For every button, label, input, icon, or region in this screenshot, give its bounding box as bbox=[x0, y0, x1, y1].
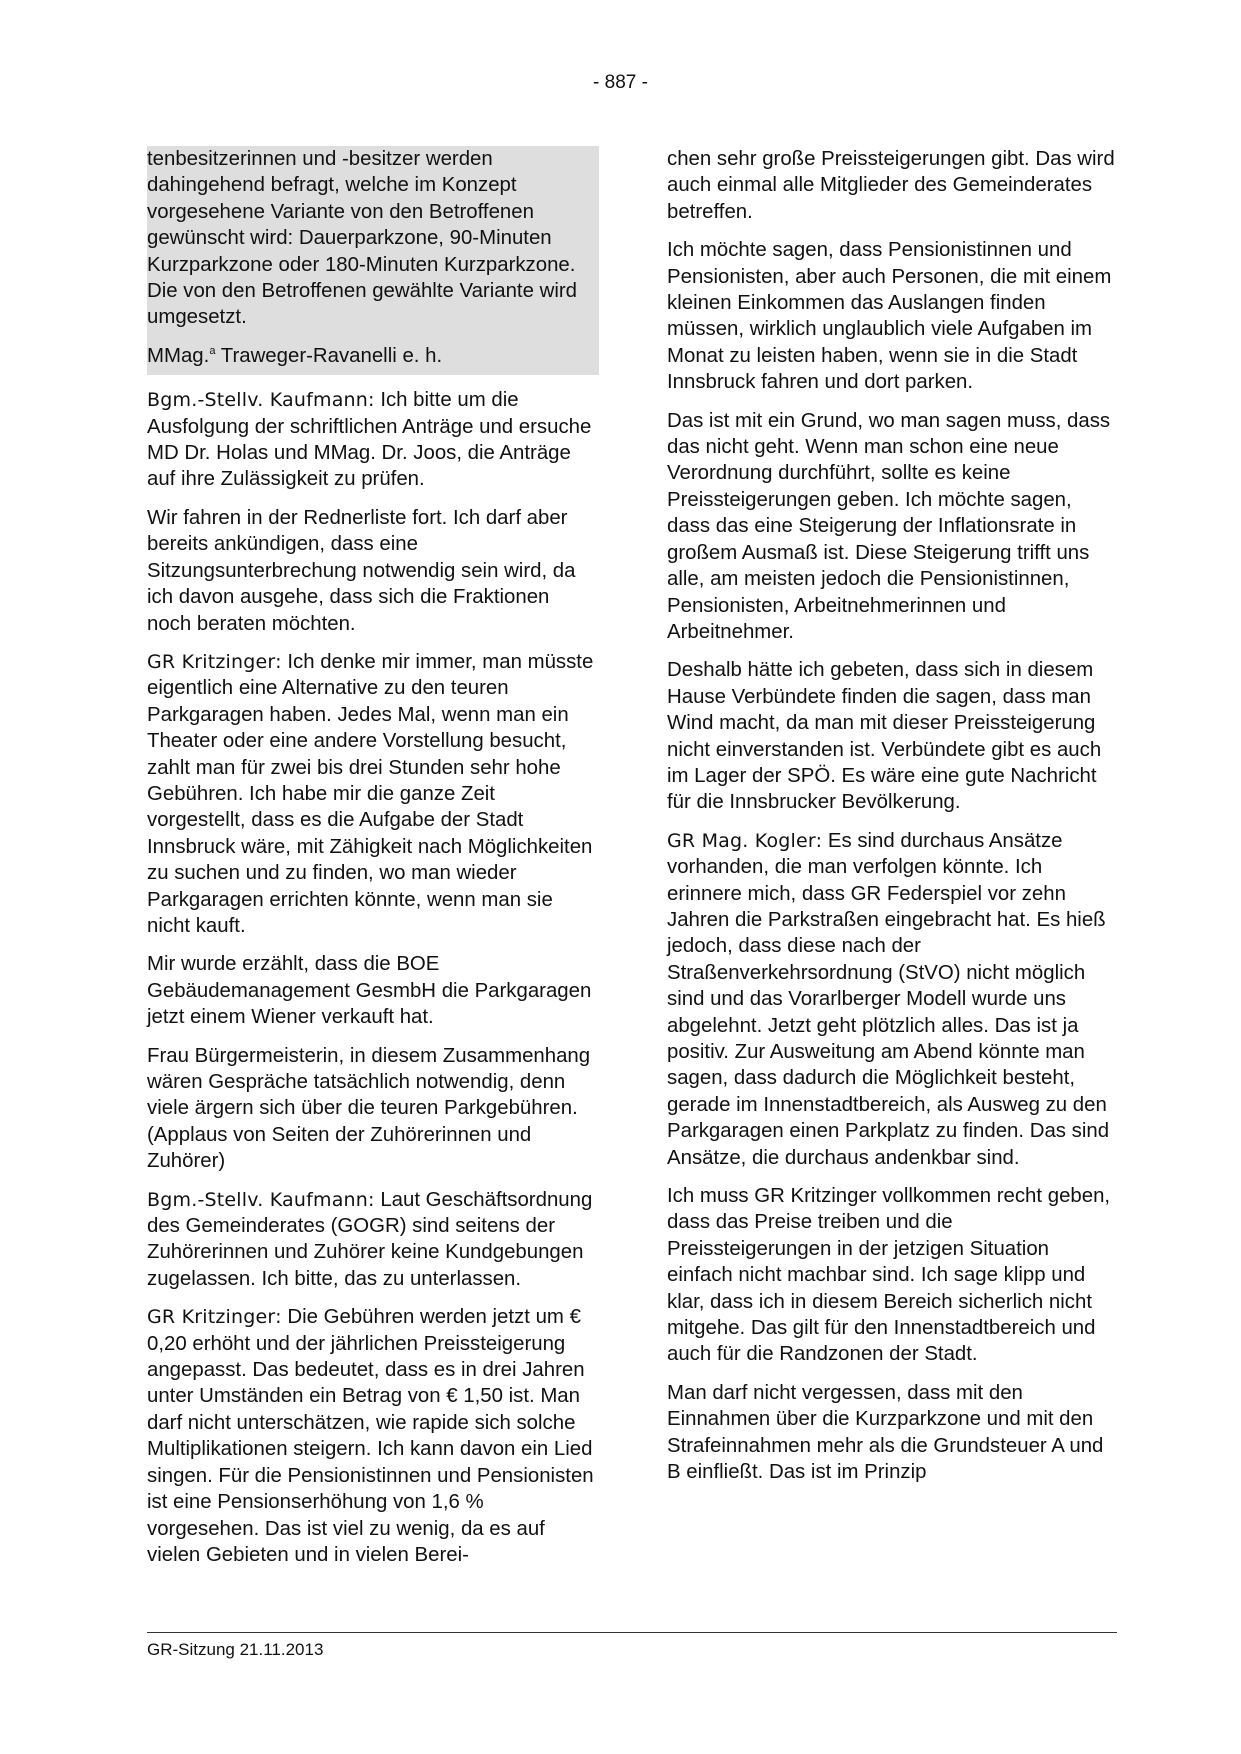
paragraph: Ich möchte sagen, dass Pensionistinnen und Pensionisten, aber auch Personen, die mit einem kleinen Einkommen das Auslangen finden müssen, wirklich unglaublich viele Aufgaben im Monat zu leisten haben, wenn sie in die Stadt Innsbruck fahren und dort parken. bbox=[667, 239, 1112, 394]
paragraph: Ich muss GR Kritzinger vollkommen recht geben, dass das Preise treiben und die Preissteigerungen in der jetzigen Situation einfach nicht machbar sind. Ich sage klipp und klar, dass ich in diesem Bereich sicherlich nicht mitgehe. Das gilt für den Innenstadtbereich und auch für die Randzonen der Stadt. bbox=[667, 1185, 1111, 1366]
paragraph: GR Kritzinger: Die Gebühren werden jetzt um € 0,20 erhöht und der jährlichen Preissteigerung angepasst. Das bedeutet, dass es in drei Jahren unter Umständen ein Betrag von € 1,50 ist. Man darf nicht unterschätzen, wie rapide sich solche Multiplikationen steigern. Ich kann davon ein Lied singen. Für die Pensionistinnen und Pensionisten ist eine Pensionserhöhung von 1,6 % vorgesehen. Das ist viel zu wenig, da es auf vielen Gebieten und in vielen Berei- bbox=[147, 1306, 594, 1566]
shaded-motion-box bbox=[147, 146, 599, 375]
left-column bbox=[147, 146, 599, 1580]
footer-text: GR-Sitzung 21.11.2013 bbox=[147, 1640, 324, 1659]
paragraph: Wir fahren in der Rednerliste fort. Ich darf aber bereits ankündigen, dass eine Sitzungsunterbrechung notwendig sein wird, da ich davon ausgehe, dass sich die Fraktionen noch beraten möchten. bbox=[147, 506, 576, 635]
speaker-name: GR Kritzinger: bbox=[147, 1306, 282, 1329]
paragraph: Das ist mit ein Grund, wo man sagen muss, dass das nicht geht. Wenn man schon eine neue Verordnung durchführt, sollte es keine Preissteigerungen geben. Ich möchte sagen, dass das eine Steigerung der Inflationsrate in großem Ausmaß ist. Diese Steigerung trifft uns alle, am meisten jedoch die Pensionistinnen, Pensionisten, Arbeitnehmerinnen und Arbeitnehmer. bbox=[667, 409, 1111, 643]
paragraph: Frau Bürgermeisterin, in diesem Zusammenhang wären Gespräche tatsächlich notwendig, denn viele ärgern sich über die teuren Parkgebühren. (Applaus von Seiten der Zuhörerinnen und Zuhörer) bbox=[147, 1044, 591, 1173]
speaker-name: Bgm.-Stellv. Kaufmann: bbox=[147, 1188, 375, 1211]
paragraph: GR Kritzinger: Ich denke mir immer, man müsste eigentlich eine Alternative zu den teuren Parkgaragen haben. Jedes Mal, wenn man ein Theater oder eine andere Vorstellung besucht, zahlt man für zwei bis drei Stunden sehr hohe Gebühren. Ich habe mir die ganze Zeit vorgestellt, dass es die Aufgabe der Stadt Innsbruck wäre, mit Zähigkeit nach Möglichkeiten zu suchen und zu finden, wo man wieder Parkgaragen errichten könnte, wenn man sie nicht kauft. bbox=[147, 650, 594, 937]
speaker-name: Bgm.-Stellv. Kaufmann: bbox=[147, 389, 375, 412]
speaker-name: GR Kritzinger: bbox=[147, 650, 282, 673]
speaker-name: GR Mag. Kogler: bbox=[667, 829, 823, 852]
paragraph: Man darf nicht vergessen, dass mit den Einnahmen über die Kurzparkzone und mit den Strafeinnahmen mehr als die Grundsteuer A und B einfließt. Das ist im Prinzip bbox=[667, 1381, 1104, 1484]
motion-signature: MMag.$^a$ Traweger-Ravanelli e. h. bbox=[147, 344, 443, 367]
motion-text: tenbesitzerinnen und -besitzer werden dahingehend befragt, welche im Konzept vorgesehene Variante von den Betroffenen gewünscht wird: Dauerparkzone, 90-Minuten Kurzparkzone oder 180-Minuten Kurzparkzone. Die von den Betroffenen gewählte Variante wird umgesetzt. bbox=[147, 148, 577, 329]
paragraph: chen sehr große Preissteigerungen gibt. Das wird auch einmal alle Mitglieder des Gemeinderates betreffen. bbox=[667, 148, 1115, 223]
right-column bbox=[667, 146, 1119, 1498]
footer-rule bbox=[147, 1632, 1117, 1633]
paragraph: Mir wurde erzählt, dass die BOE Gebäudemanagement GesmbH die Parkgaragen jetzt einem Wiener verkauft hat. bbox=[147, 953, 592, 1029]
paragraph: GR Mag. Kogler: Es sind durchaus Ansätze vorhanden, die man verfolgen könnte. Ich erinnere mich, dass GR Federspiel vor zehn Jahren die Parkstraßen eingebracht hat. Es hieß jedoch, dass diese nach der Straßenverkehrsordnung (StVO) nicht möglich sind und das Vorarlberger Modell wurde uns abgelehnt. Jetzt geht plötzlich alles. Das ist ja positiv. Zur Ausweitung am Abend könnte man sagen, dass dadurch die Möglichkeit besteht, gerade im Innenstadtbereich, als Ausweg zu den Parkgaragen einen Parkplatz zu finden. Das sind Ansätze, die durchaus andenkbar sind. bbox=[667, 829, 1110, 1169]
paragraph: Deshalb hätte ich gebeten, dass sich in diesem Hause Verbündete finden die sagen, dass man Wind macht, da man mit dieser Preissteigerung nicht einverstanden ist. Verbündete gibt es auch im Lager der SPÖ. Es wäre eine gute Nachricht für die Innsbrucker Bevölkerung. bbox=[667, 659, 1102, 814]
paragraph: Bgm.-Stellv. Kaufmann: Ich bitte um die Ausfolgung der schriftlichen Anträge und ersuche MD Dr. Holas und MMag. Dr. Joos, die Anträge auf ihre Zulässigkeit zu prüfen. bbox=[147, 389, 592, 491]
page-number: - 887 - bbox=[593, 72, 648, 93]
paragraph: Bgm.-Stellv. Kaufmann: Laut Geschäftsordnung des Gemeinderates (GOGR) sind seitens der Zuhörerinnen und Zuhörer keine Kundgebungen zugelassen. Ich bitte, das zu unterlassen. bbox=[147, 1188, 593, 1290]
